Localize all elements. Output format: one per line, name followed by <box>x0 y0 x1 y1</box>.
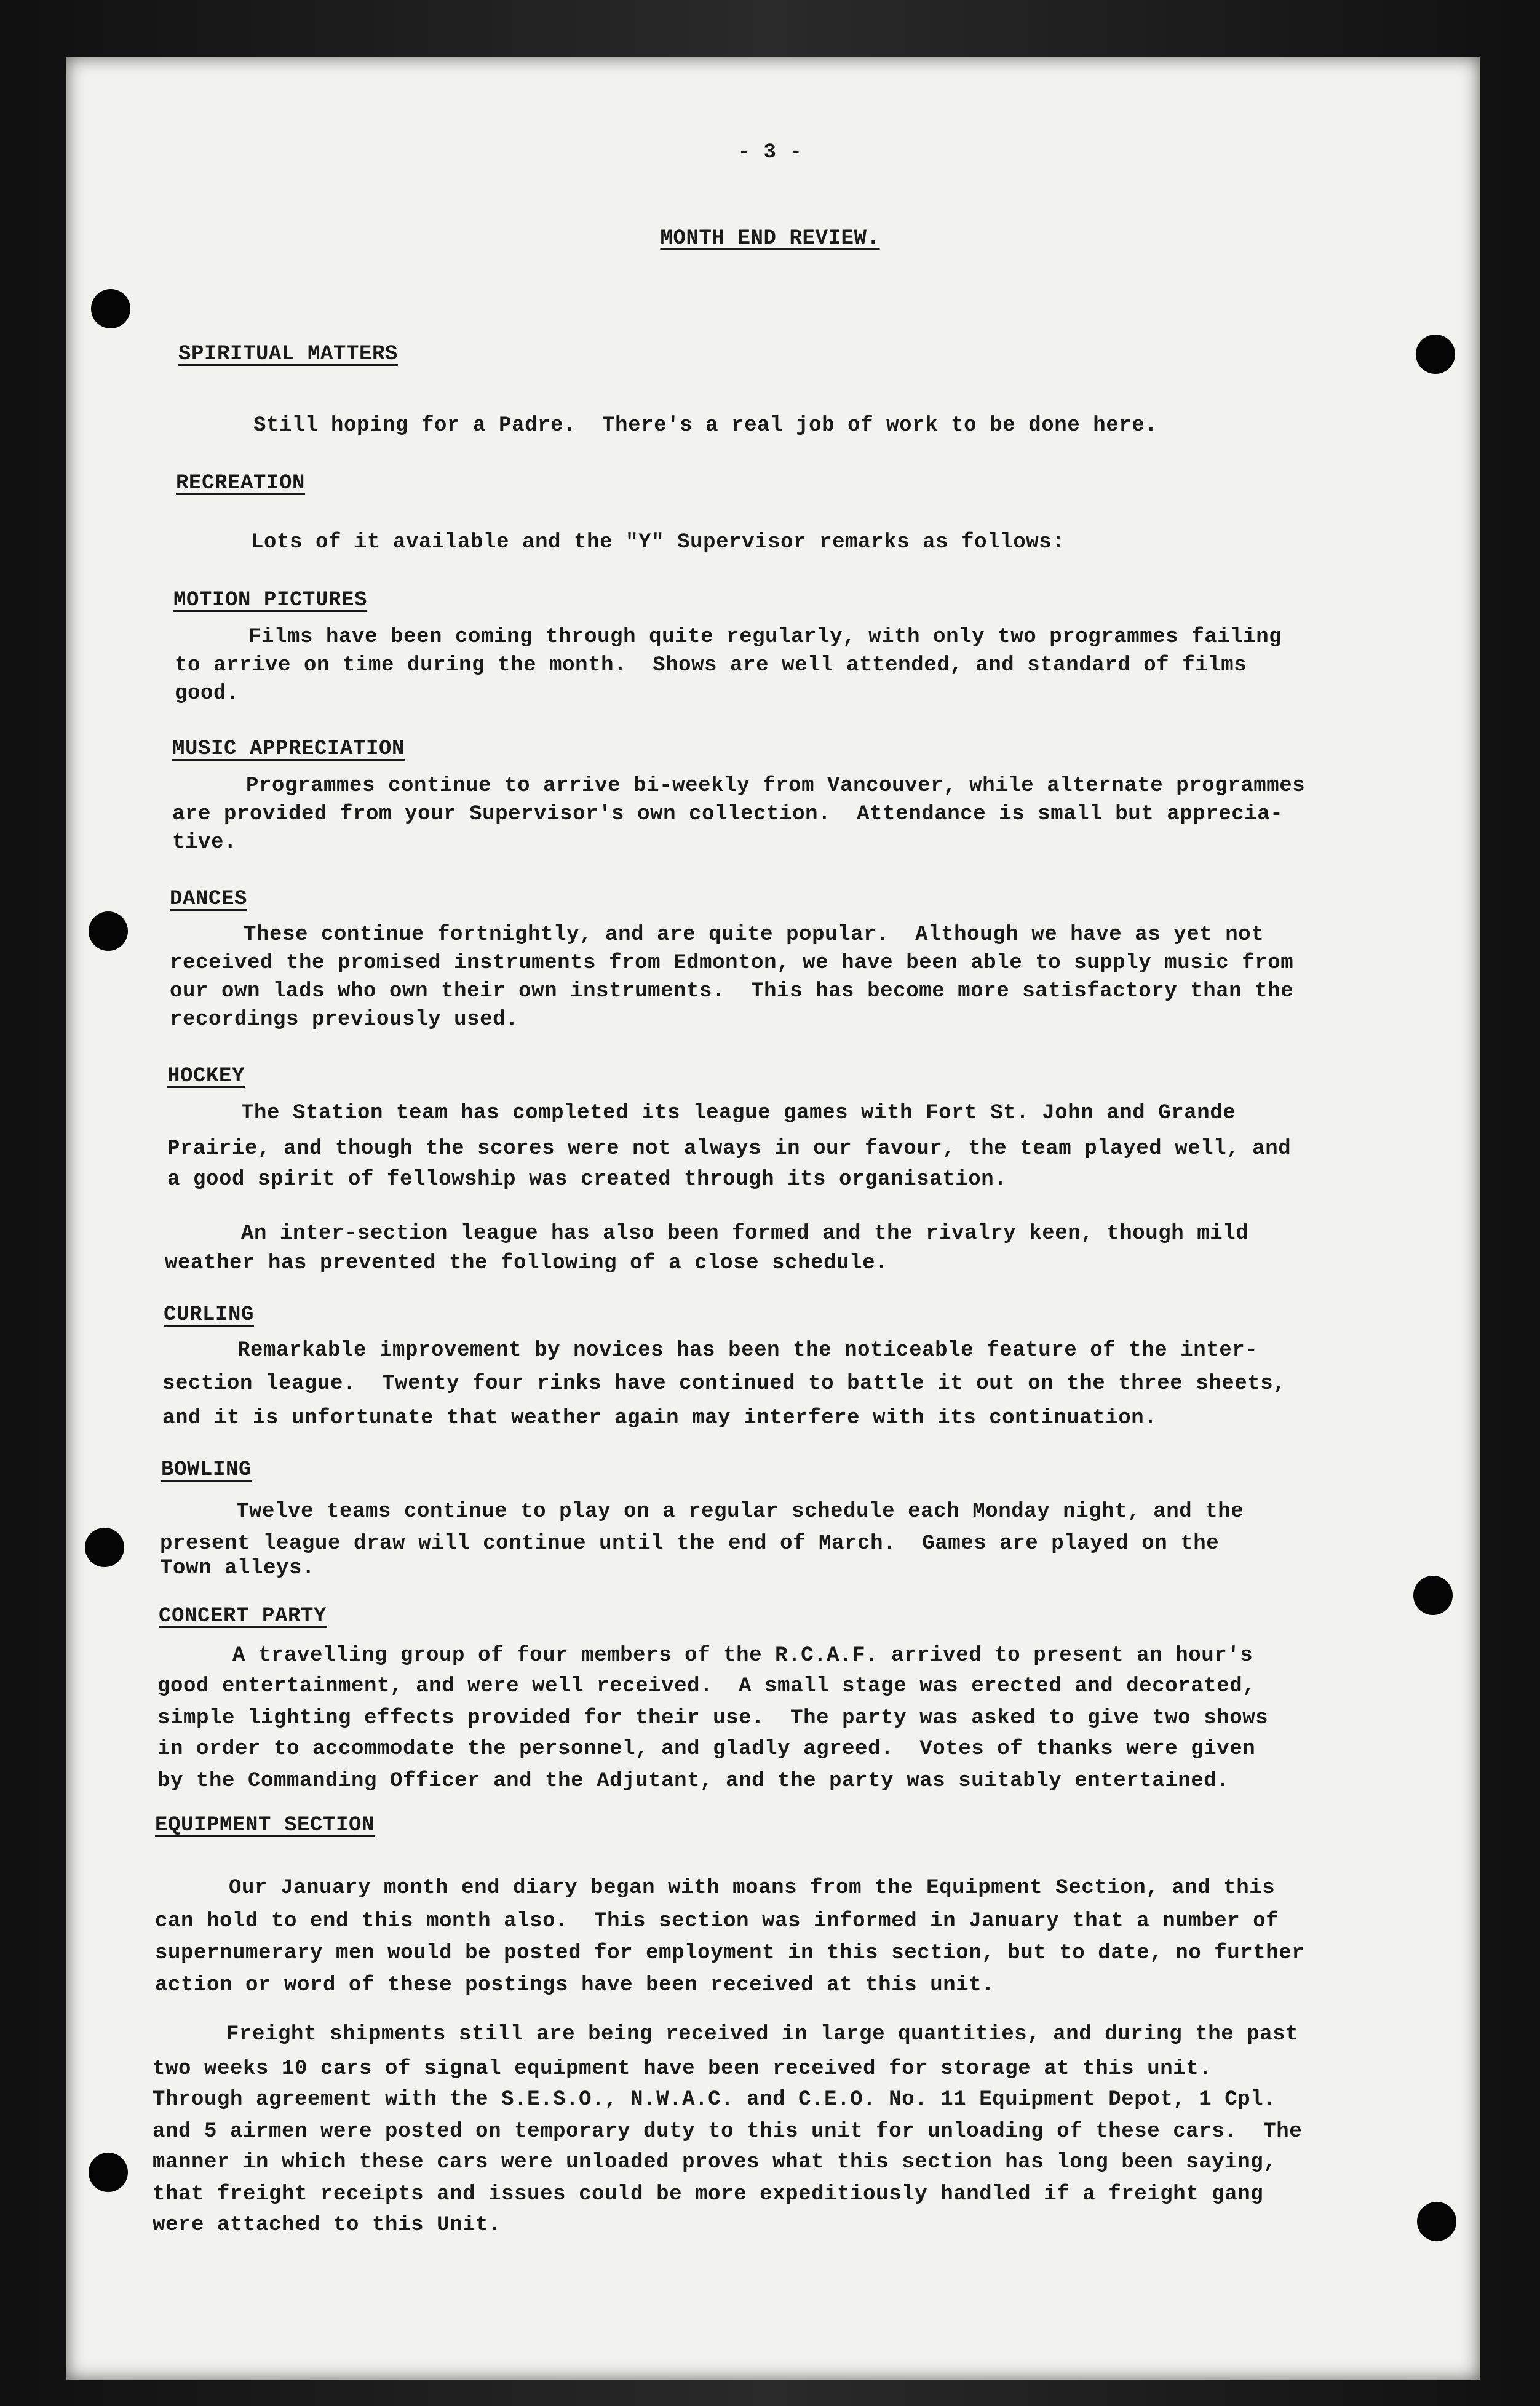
paragraph-line: Prairie, and though the scores were not always in our favour, the team played well, and <box>167 1137 1292 1161</box>
punch-hole <box>1416 335 1455 374</box>
paragraph-line: and 5 airmen were posted on temporary duty to this unit for unloading of these cars. The <box>153 2120 1303 2143</box>
punch-hole <box>91 289 130 328</box>
paragraph-line: weather has prevented the following of a close schedule. <box>165 1252 889 1275</box>
paragraph-line: These continue fortnightly, and are quite popular. Although we have as yet not <box>244 923 1264 947</box>
paragraph-line: The Station team has completed its league games with Fort St. John and Grande <box>241 1102 1236 1125</box>
paragraph-line: good. <box>175 682 240 705</box>
paragraph-line: A travelling group of four members of the R.C.A.F. arrived to present an hour's <box>232 1644 1253 1667</box>
paragraph-line: section league. Twenty four rinks have continued to battle it out on the three sheets, <box>162 1372 1287 1396</box>
punch-hole <box>89 911 128 951</box>
paragraph-line: action or word of these postings have been received at this unit. <box>155 1974 995 1997</box>
section-heading: CONCERT PARTY <box>159 1605 327 1628</box>
paragraph-line: Remarkable improvement by novices has been the noticeable feature of the inter- <box>237 1339 1258 1362</box>
paragraph-line: present league draw will continue until the end of March. Games are played on the <box>160 1532 1220 1555</box>
section-heading: HOCKEY <box>167 1065 245 1088</box>
punch-hole <box>89 2153 128 2192</box>
paragraph-line: Freight shipments still are being received in large quantities, and during the past <box>226 2023 1299 2046</box>
paragraph-line: received the promised instruments from Edmonton, we have been able to supply music from <box>170 951 1294 975</box>
paragraph-line: simple lighting effects provided for their use. The party was asked to give two shows <box>157 1707 1269 1730</box>
paragraph-line: were attached to this Unit. <box>153 2213 502 2237</box>
paragraph-line: An inter-section league has also been formed and the rivalry keen, though mild <box>241 1222 1249 1245</box>
paragraph-line: a good spirit of fellowship was created through its organisation. <box>167 1168 1007 1191</box>
page-title: MONTH END REVIEW. <box>660 227 880 250</box>
paragraph-line: Still hoping for a Padre. There's a real job of work to be done here. <box>253 414 1158 437</box>
page-number: - 3 - <box>737 141 803 164</box>
paragraph-line: our own lads who own their own instruments. This has become more satisfactory than the <box>170 980 1294 1003</box>
section-heading: MOTION PICTURES <box>173 589 368 612</box>
punch-hole <box>85 1528 124 1567</box>
paragraph-line: in order to accommodate the personnel, and gladly agreed. Votes of thanks were given <box>157 1737 1256 1761</box>
paragraph-line: two weeks 10 cars of signal equipment have been received for storage at this unit. <box>153 2057 1212 2081</box>
section-heading: EQUIPMENT SECTION <box>155 1814 375 1837</box>
punch-hole <box>1417 2202 1456 2241</box>
paragraph-line: can hold to end this month also. This section was informed in January that a number of <box>155 1910 1279 1933</box>
section-heading: BOWLING <box>161 1458 252 1482</box>
paragraph-line: are provided from your Supervisor's own collection. Attendance is small but apprecia- <box>172 803 1284 826</box>
paragraph-line: to arrive on time during the month. Shows are well attended, and standard of films <box>175 654 1247 677</box>
paragraph-line: recordings previously used. <box>170 1008 519 1031</box>
section-heading: DANCES <box>170 887 248 911</box>
paragraph-line: Programmes continue to arrive bi-weekly from Vancouver, while alternate programmes <box>246 774 1306 798</box>
section-heading: MUSIC APPRECIATION <box>172 737 405 761</box>
paragraph-line: Films have been coming through quite regularly, with only two programmes failing <box>248 625 1282 649</box>
paragraph-line: Our January month end diary began with moans from the Equipment Section, and this <box>229 1876 1276 1900</box>
section-heading: CURLING <box>164 1303 255 1327</box>
section-heading: SPIRITUAL MATTERS <box>178 343 399 366</box>
paragraph-line: by the Commanding Officer and the Adjutant, and the party was suitably entertained. <box>157 1769 1230 1793</box>
paragraph-line: tive. <box>172 831 237 854</box>
punch-hole <box>1413 1576 1453 1615</box>
paragraph-line: Town alleys. <box>160 1557 316 1580</box>
paragraph-line: and it is unfortunate that weather again may interfere with its continuation. <box>162 1407 1157 1430</box>
paragraph-line: supernumerary men would be posted for employment in this section, but to date, no further <box>155 1942 1305 1965</box>
paragraph-line: Twelve teams continue to play on a regular schedule each Monday night, and the <box>236 1500 1244 1523</box>
section-heading: RECREATION <box>176 472 306 495</box>
paragraph-line: Lots of it available and the "Y" Supervisor remarks as follows: <box>251 531 1065 554</box>
paragraph-line: manner in which these cars were unloaded proves what this section has long been saying, <box>153 2151 1277 2174</box>
paragraph-line: Through agreement with the S.E.S.O., N.W.A.C. and C.E.O. No. 11 Equipment Depot, 1 Cpl. <box>153 2088 1277 2111</box>
paragraph-line: that freight receipts and issues could be more expeditiously handled if a freight gang <box>153 2183 1264 2206</box>
paragraph-line: good entertainment, and were well received. A small stage was erected and decorated, <box>157 1675 1256 1698</box>
